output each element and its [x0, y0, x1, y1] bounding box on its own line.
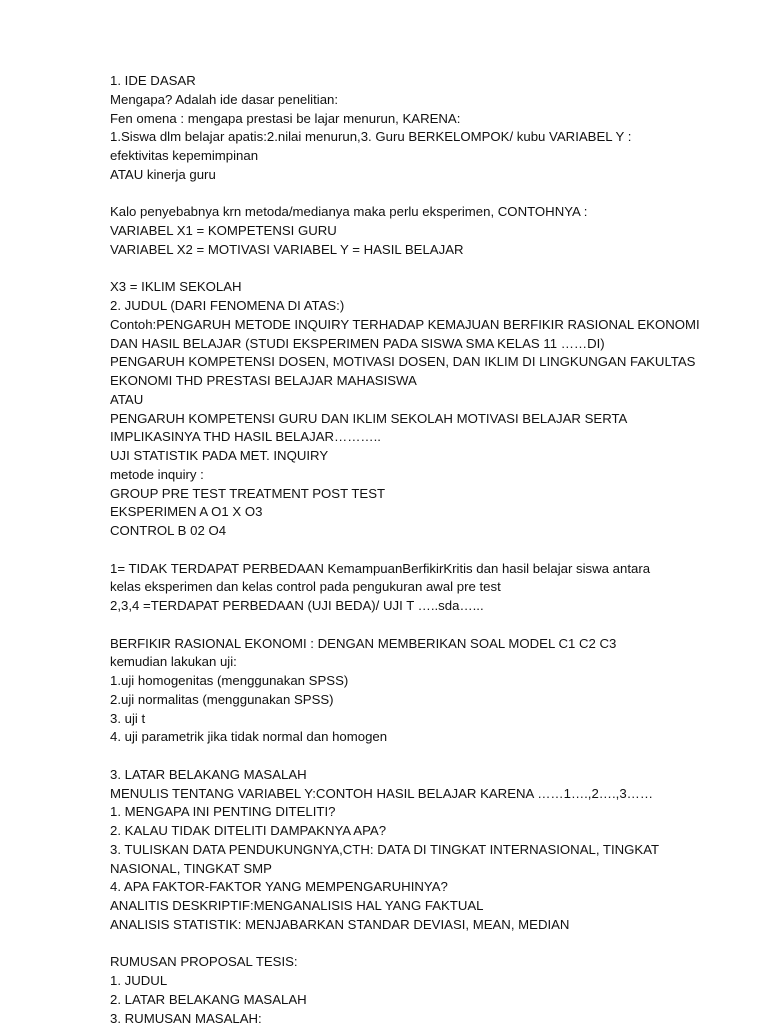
document-body [110, 72, 730, 1028]
text-line: PENGARUH KOMPETENSI DOSEN, MOTIVASI DOSEN, DAN IKLIM DI LINGKUNGAN FAKULTAS [110, 353, 730, 372]
document-page [110, 72, 730, 1028]
text-line: VARIABEL X2 = MOTIVASI VARIABEL Y = HASIL BELAJAR [110, 241, 730, 260]
blank-line [110, 260, 730, 279]
text-line: 3. TULISKAN DATA PENDUKUNGNYA,CTH: DATA DI TINGKAT INTERNASIONAL, TINGKAT [110, 841, 730, 860]
text-line: ANALISIS STATISTIK: MENJABARKAN STANDAR DEVIASI, MEAN, MEDIAN [110, 916, 730, 935]
text-line: 2. JUDUL (DARI FENOMENA DI ATAS:) [110, 297, 730, 316]
blank-line [110, 185, 730, 204]
text-line: 1. MENGAPA INI PENTING DITELITI? [110, 803, 730, 822]
text-line: 1= TIDAK TERDAPAT PERBEDAAN KemampuanBerfikirKritis dan hasil belajar siswa antara [110, 560, 730, 579]
text-line: ATAU kinerja guru [110, 166, 730, 185]
text-line: ATAU [110, 391, 730, 410]
text-line: NASIONAL, TINGKAT SMP [110, 860, 730, 879]
text-line: 3. uji t [110, 710, 730, 729]
text-line: CONTROL B 02 O4 [110, 522, 730, 541]
text-line: 1.Siswa dlm belajar apatis:2.nilai menurun,3. Guru BERKELOMPOK/ kubu VARIABEL Y : [110, 128, 730, 147]
text-line: 3. LATAR BELAKANG MASALAH [110, 766, 730, 785]
text-line: BERFIKIR RASIONAL EKONOMI : DENGAN MEMBERIKAN SOAL MODEL C1 C2 C3 [110, 635, 730, 654]
blank-line [110, 935, 730, 954]
text-line: Fen omena : mengapa prestasi be lajar menurun, KARENA: [110, 110, 730, 129]
text-line: DAN HASIL BELAJAR (STUDI EKSPERIMEN PADA SISWA SMA KELAS 11 ……DI) [110, 335, 730, 354]
text-line: Kalo penyebabnya krn metoda/medianya maka perlu eksperimen, CONTOHNYA : [110, 203, 730, 222]
blank-line [110, 541, 730, 560]
text-line: 1. IDE DASAR [110, 72, 730, 91]
text-line: Contoh:PENGARUH METODE INQUIRY TERHADAP KEMAJUAN BERFIKIR RASIONAL EKONOMI [110, 316, 730, 335]
blank-line [110, 616, 730, 635]
text-line: GROUP PRE TEST TREATMENT POST TEST [110, 485, 730, 504]
text-line: UJI STATISTIK PADA MET. INQUIRY [110, 447, 730, 466]
text-line: 2. LATAR BELAKANG MASALAH [110, 991, 730, 1010]
text-line: 2,3,4 =TERDAPAT PERBEDAAN (UJI BEDA)/ UJI T …..sda…... [110, 597, 730, 616]
text-line: MENULIS TENTANG VARIABEL Y:CONTOH HASIL BELAJAR KARENA ……1….,2….,3…… [110, 785, 730, 804]
text-line: ANALITIS DESKRIPTIF:MENGANALISIS HAL YANG FAKTUAL [110, 897, 730, 916]
text-line: VARIABEL X1 = KOMPETENSI GURU [110, 222, 730, 241]
text-line: X3 = IKLIM SEKOLAH [110, 278, 730, 297]
text-line: IMPLIKASINYA THD HASIL BELAJAR……….. [110, 428, 730, 447]
text-line: kemudian lakukan uji: [110, 653, 730, 672]
text-line: 1. JUDUL [110, 972, 730, 991]
text-line: Mengapa? Adalah ide dasar penelitian: [110, 91, 730, 110]
text-line: EKSPERIMEN A O1 X O3 [110, 503, 730, 522]
text-line: 2. KALAU TIDAK DITELITI DAMPAKNYA APA? [110, 822, 730, 841]
text-line: PENGARUH KOMPETENSI GURU DAN IKLIM SEKOLAH MOTIVASI BELAJAR SERTA [110, 410, 730, 429]
text-line: efektivitas kepemimpinan [110, 147, 730, 166]
text-line: 1.uji homogenitas (menggunakan SPSS) [110, 672, 730, 691]
text-line: 3. RUMUSAN MASALAH: [110, 1010, 730, 1028]
text-line: 4. uji parametrik jika tidak normal dan homogen [110, 728, 730, 747]
text-line: 2.uji normalitas (menggunakan SPSS) [110, 691, 730, 710]
text-line: metode inquiry : [110, 466, 730, 485]
text-line: EKONOMI THD PRESTASI BELAJAR MAHASISWA [110, 372, 730, 391]
blank-line [110, 747, 730, 766]
text-line: 4. APA FAKTOR-FAKTOR YANG MEMPENGARUHINYA? [110, 878, 730, 897]
text-line: kelas eksperimen dan kelas control pada pengukuran awal pre test [110, 578, 730, 597]
text-line: RUMUSAN PROPOSAL TESIS: [110, 953, 730, 972]
